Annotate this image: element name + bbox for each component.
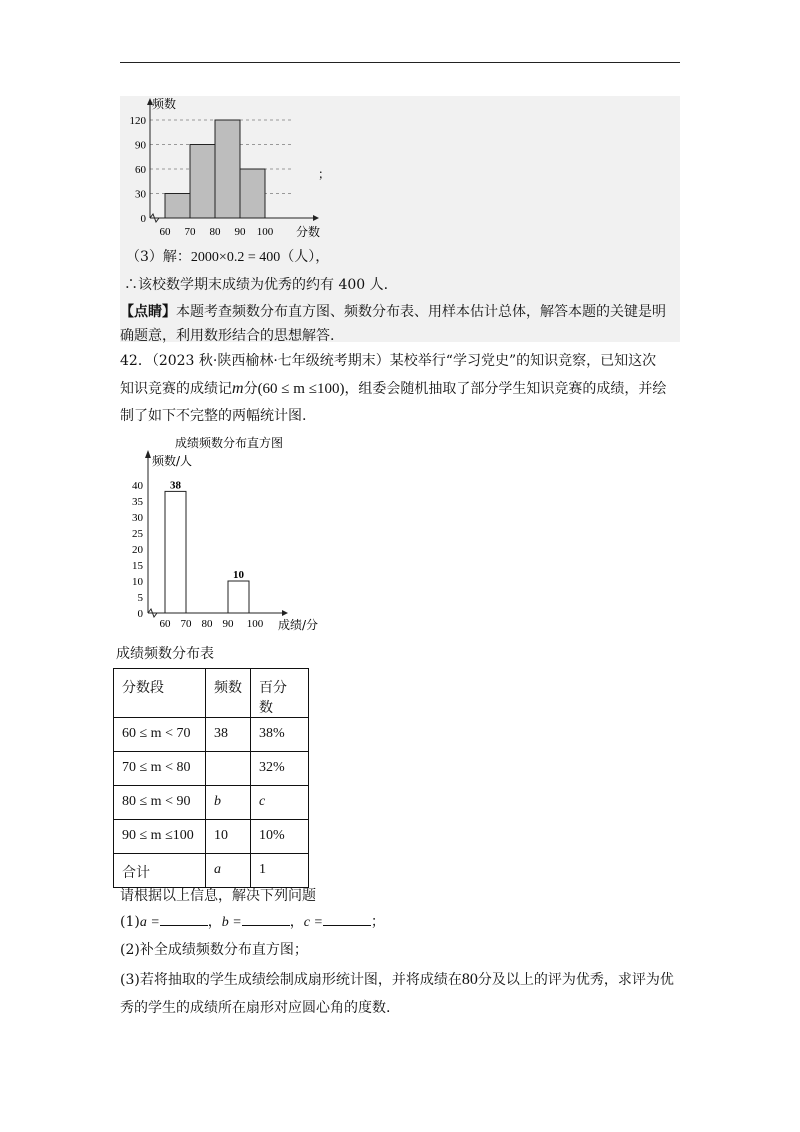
table-cell: 70 ≤ m < 80: [114, 752, 206, 786]
table-cell: 10%: [251, 820, 309, 854]
x-tick-label: 80: [201, 618, 213, 630]
conclusion-line: ∴该校数学期末成绩为优秀的约有 400 人.: [124, 277, 389, 293]
q1-c-label: c =: [303, 915, 323, 930]
histogram-bar: [165, 194, 190, 219]
trailing-semicolon: ；: [318, 167, 331, 181]
q3-text-b: 分及以上的评为优秀，求评为优: [477, 972, 674, 988]
x-tick-label: 80: [209, 226, 221, 238]
x-axis-arrow: [282, 610, 288, 616]
y-axis-title: 频数: [152, 97, 177, 111]
q1-a-label: a =: [139, 915, 160, 930]
bar-data-label: 38: [170, 479, 181, 492]
table-row: [114, 718, 309, 752]
q1-c-blank[interactable]: [323, 913, 371, 926]
histogram-bar: [228, 581, 249, 613]
histogram-bar: [215, 120, 240, 218]
comment-tag: 【点睛】: [120, 304, 176, 320]
table-cell: 80 ≤ m < 90: [114, 786, 206, 820]
y-tick-label: 5: [137, 592, 143, 604]
q3-number: 80: [461, 971, 478, 988]
q42-range: (60 ≤ m ≤100): [257, 381, 345, 397]
x-tick-label: 70: [184, 226, 196, 238]
question-3-line-2: 秀的学生的成绩所在扇形对应圆心角的度数.: [120, 1000, 391, 1016]
table-cell: 90 ≤ m ≤100: [114, 820, 206, 854]
y-tick-label: 0: [140, 213, 146, 225]
table-cell: [206, 752, 251, 786]
solution-3-prefix: （3）解：: [126, 249, 191, 265]
y-tick-label: 20: [132, 544, 143, 556]
question-3-line-1: [120, 971, 674, 989]
y-tick-label: 40: [132, 480, 143, 492]
y-tick-label: 10: [132, 576, 143, 588]
q42-line-3: 制了如下不完整的两幅统计图.: [120, 408, 307, 424]
y-tick-label: 15: [132, 560, 143, 572]
incomplete-histogram: [120, 433, 350, 633]
y-tick-label: 60: [135, 164, 146, 176]
q1-separator: ，: [289, 914, 304, 930]
comment-text-1: 本题考查频数分布直方图、频数分布表、用样本估计总体，解答本题的关键是明: [176, 304, 666, 320]
q42-line-1: 42．（2023 秋·陕西榆林·七年级统考期末）某校举行“学习党史”的知识竞察，已知这次: [120, 353, 657, 369]
answer-histogram: [120, 96, 360, 246]
q1-b-label: b =: [221, 915, 242, 930]
header-cell: 频数: [206, 669, 251, 718]
bar-data-label: 10: [233, 569, 244, 581]
questions-intro: 请根据以上信息，解决下列问题: [120, 888, 316, 904]
q1-b-blank[interactable]: [242, 913, 290, 926]
solution-3-math: 2000×0.2 = 400: [190, 250, 281, 265]
q42-var-m: m: [232, 380, 244, 397]
q3-text-a: (3)若将抽取的学生成绩绘制成扇形统计图，并将成绩在: [120, 972, 462, 988]
y-axis-arrow: [145, 450, 151, 458]
table-cell: 1: [251, 854, 309, 888]
q42-line-2: [120, 380, 666, 398]
x-axis-arrow: [313, 215, 319, 221]
chart-title: 成绩频数分布直方图: [175, 436, 284, 450]
table-row: [114, 820, 309, 854]
q1-separator: ，: [207, 914, 222, 930]
x-tick-label: 90: [234, 226, 246, 238]
solution-3-suffix: （人），: [280, 249, 330, 265]
table-row: [114, 752, 309, 786]
y-tick-label: 0: [137, 608, 143, 620]
frequency-table: [113, 668, 309, 888]
table-cell: 38%: [251, 718, 309, 752]
y-tick-label: 30: [135, 188, 146, 201]
solution-line-3: [126, 248, 329, 267]
x-axis-title: 成绩/分: [278, 618, 319, 632]
table-cell: 60 ≤ m < 70: [114, 718, 206, 752]
x-tick-label: 100: [246, 618, 264, 630]
q42-line-2-c: ，组委会随机抽取了部分学生知识竞赛的成绩，并绘: [344, 381, 667, 397]
question-2: (2)补全成绩频数分布直方图；: [120, 942, 308, 958]
x-axis-title: 分数: [296, 225, 321, 239]
table-cell: b: [206, 786, 251, 820]
histogram-bar: [240, 169, 265, 218]
y-tick-label: 25: [132, 528, 143, 540]
table-caption: 成绩频数分布表: [116, 646, 214, 662]
header-cell: 百分数: [251, 669, 309, 718]
x-tick-label: 70: [180, 618, 192, 630]
table-cell: 10: [206, 820, 251, 854]
header-cell: 分数段: [114, 669, 206, 718]
q42-line-2-b: 分: [243, 381, 258, 397]
table-cell: 32%: [251, 752, 309, 786]
table-row: [114, 786, 309, 820]
histogram-bar: [190, 145, 215, 219]
table-header-row: [114, 669, 309, 718]
x-tick-label: 60: [159, 618, 171, 630]
y-tick-label: 35: [132, 496, 143, 508]
x-tick-label: 60: [159, 226, 171, 238]
table-row: [114, 854, 309, 888]
header-rule: [120, 62, 680, 63]
y-tick-label: 30: [132, 512, 143, 524]
question-1: [120, 913, 385, 932]
table-cell: 38: [206, 718, 251, 752]
table-cell: c: [251, 786, 309, 820]
q1-prefix: (1): [120, 914, 140, 930]
table-cell: a: [206, 854, 251, 888]
histogram-bar: [165, 491, 186, 613]
y-tick-label: 120: [129, 115, 146, 127]
x-tick-label: 90: [222, 618, 234, 630]
table-cell: 合计: [114, 854, 206, 888]
comment-line-2: 确题意，利用数形结合的思想解答.: [120, 328, 335, 344]
q1-end: ；: [370, 914, 385, 930]
y-tick-label: 90: [135, 139, 146, 152]
q42-line-2-a: 知识竞赛的成绩记: [120, 381, 232, 397]
comment-line-1: [120, 303, 666, 321]
q1-a-blank[interactable]: [160, 913, 208, 926]
x-tick-label: 100: [256, 226, 274, 238]
y-axis-title: 频数/人: [152, 454, 193, 468]
